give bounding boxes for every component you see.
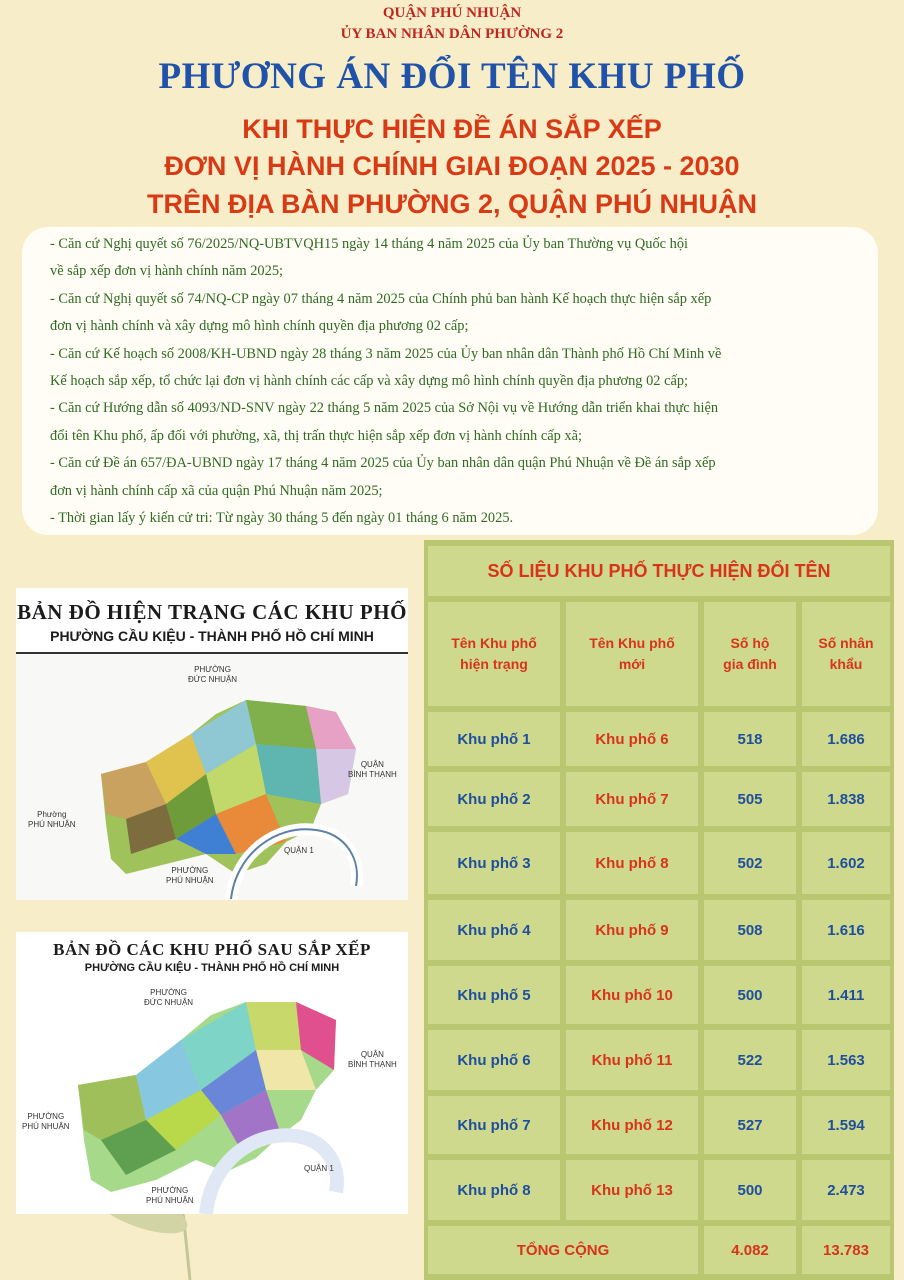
subtitle-line-3: TRÊN ĐỊA BÀN PHƯỜNG 2, QUẬN PHÚ NHUẬN <box>147 189 757 219</box>
cell-current-name: Khu phố 6 <box>428 1030 560 1090</box>
map-label-west: Phường PHÚ NHUẬN <box>28 810 76 829</box>
legal-line: - Thời gian lấy ý kiến cử tri: Từ ngày 30 tháng 5 đến ngày 01 tháng 6 năm 2025. <box>50 510 514 527</box>
header-new-name: Tên Khu phố mới <box>566 602 698 706</box>
cell-households: 522 <box>704 1030 796 1090</box>
map-label-east: QUẬN BÌNH THẠNH <box>348 760 397 779</box>
header-current-name: Tên Khu phố hiện trạng <box>428 602 560 706</box>
cell-current-name: Khu phố 7 <box>428 1096 560 1154</box>
table-title: SỐ LIỆU KHU PHỐ THỰC HIỆN ĐỔI TÊN <box>428 546 890 596</box>
header-population: Số nhân khẩu <box>802 602 890 706</box>
cell-population: 1.594 <box>802 1096 890 1154</box>
cell-households: 518 <box>704 712 796 766</box>
cell-new-name: Khu phố 6 <box>566 712 698 766</box>
legal-line: đổi tên Khu phố, ấp đối với phường, xã, thị trấn thực hiện sắp xếp đơn vị hành chính cấp xã; <box>50 427 583 444</box>
map-current-title: BẢN ĐỒ HIỆN TRẠNG CÁC KHU PHỐ <box>17 600 407 624</box>
cell-current-name: Khu phố 3 <box>428 832 560 894</box>
cell-households: 505 <box>704 772 796 826</box>
cell-new-name: Khu phố 10 <box>566 966 698 1024</box>
map-after-card <box>16 932 408 1214</box>
cell-current-name: Khu phố 4 <box>428 900 560 960</box>
legal-line: - Căn cứ Nghị quyết số 74/NQ-CP ngày 07 tháng 4 năm 2025 của Chính phủ ban hành Kế hoạch thực hiện sắp xếp <box>50 290 712 307</box>
subtitle-line-2: ĐƠN VỊ HÀNH CHÍNH GIAI ĐOẠN 2025 - 2030 <box>164 151 740 181</box>
cell-households: 527 <box>704 1096 796 1154</box>
legal-line: đơn vị hành chính và xây dựng mô hình chính quyền địa phương 02 cấp; <box>50 318 469 335</box>
map-after-title: BẢN ĐỒ CÁC KHU PHỐ SAU SẮP XẾP <box>53 940 371 959</box>
subtitle-line-1: KHI THỰC HIỆN ĐỀ ÁN SẮP XẾP <box>242 114 662 144</box>
cell-current-name: Khu phố 5 <box>428 966 560 1024</box>
cell-households: 500 <box>704 966 796 1024</box>
legal-line: - Căn cứ Đề án 657/ĐA-UBND ngày 17 tháng 4 năm 2025 của Ủy ban nhân dân quận Phú Nhuận về Đề án sắp xếp <box>50 455 716 472</box>
cell-new-name: Khu phố 12 <box>566 1096 698 1154</box>
cell-population: 1.563 <box>802 1030 890 1090</box>
cell-population: 1.838 <box>802 772 890 826</box>
cell-population: 1.686 <box>802 712 890 766</box>
total-households: 4.082 <box>704 1226 796 1274</box>
page-title: PHƯƠNG ÁN ĐỔI TÊN KHU PHỐ <box>158 56 746 97</box>
cell-population: 2.473 <box>802 1160 890 1220</box>
total-population: 13.783 <box>802 1226 890 1274</box>
legal-line: Kế hoạch sắp xếp, tổ chức lại đơn vị hành chính các cấp và xây dựng mô hình chính quyền địa phương 02 cấp; <box>50 373 689 390</box>
cell-new-name: Khu phố 9 <box>566 900 698 960</box>
map-current-card <box>16 588 408 900</box>
legal-line: - Căn cứ Kế hoạch số 2008/KH-UBND ngày 28 tháng 3 năm 2025 của Ủy ban nhân dân Thành phố Hồ Chí Minh về <box>50 345 722 362</box>
map-after-graphic <box>16 980 408 1214</box>
legal-line: - Căn cứ Nghị quyết số 76/2025/NQ-UBTVQH15 ngày 14 tháng 4 năm 2025 của Ủy ban Thường vụ Quốc hội <box>50 236 689 252</box>
header-households: Số hộ gia đình <box>704 602 796 706</box>
cell-new-name: Khu phố 8 <box>566 832 698 894</box>
map-label-river: QUẬN 1 <box>284 846 314 855</box>
map-label-river: QUẬN 1 <box>304 1164 334 1173</box>
cell-current-name: Khu phố 2 <box>428 772 560 826</box>
cell-households: 502 <box>704 832 796 894</box>
legal-line: về sắp xếp đơn vị hành chính năm 2025; <box>50 263 284 280</box>
total-label: TỔNG CỘNG <box>428 1226 698 1274</box>
cell-new-name: Khu phố 7 <box>566 772 698 826</box>
cell-current-name: Khu phố 8 <box>428 1160 560 1220</box>
district-heading: QUẬN PHÚ NHUẬN <box>382 5 522 21</box>
legal-basis-box <box>22 227 878 535</box>
cell-current-name: Khu phố 1 <box>428 712 560 766</box>
cell-new-name: Khu phố 11 <box>566 1030 698 1090</box>
cell-households: 508 <box>704 900 796 960</box>
legal-line: - Căn cứ Hướng dẫn số 4093/ND-SNV ngày 22 tháng 5 năm 2025 của Sở Nội vụ về Hướng dẫn triển khai thực hiện <box>50 400 719 417</box>
map-label-east: QUẬN BÌNH THẠNH <box>348 1050 397 1069</box>
cell-population: 1.616 <box>802 900 890 960</box>
cell-new-name: Khu phố 13 <box>566 1160 698 1220</box>
map-label-west: PHƯỜNG PHÚ NHUẬN <box>22 1112 70 1131</box>
cell-households: 500 <box>704 1160 796 1220</box>
map-current-subtitle: PHƯỜNG CẦU KIỆU - THÀNH PHỐ HỒ CHÍ MINH <box>50 628 374 644</box>
map-label-north: PHƯỜNG ĐỨC NHUẬN <box>188 665 238 684</box>
legal-line: đơn vị hành chính cấp xã của quận Phú Nhuận năm 2025; <box>50 482 383 499</box>
cell-population: 1.602 <box>802 832 890 894</box>
map-label-north: PHƯỜNG ĐỨC NHUẬN <box>144 988 194 1007</box>
cell-population: 1.411 <box>802 966 890 1024</box>
map-after-subtitle: PHƯỜNG CẦU KIỆU - THÀNH PHỐ HỒ CHÍ MINH <box>84 962 340 974</box>
committee-heading: ỦY BAN NHÂN DÂN PHƯỜNG 2 <box>340 26 564 42</box>
map-label-south: PHƯỜNG PHÚ NHUẬN <box>146 1186 194 1205</box>
map-label-south: PHƯỜNG PHÚ NHUẬN <box>166 866 214 885</box>
